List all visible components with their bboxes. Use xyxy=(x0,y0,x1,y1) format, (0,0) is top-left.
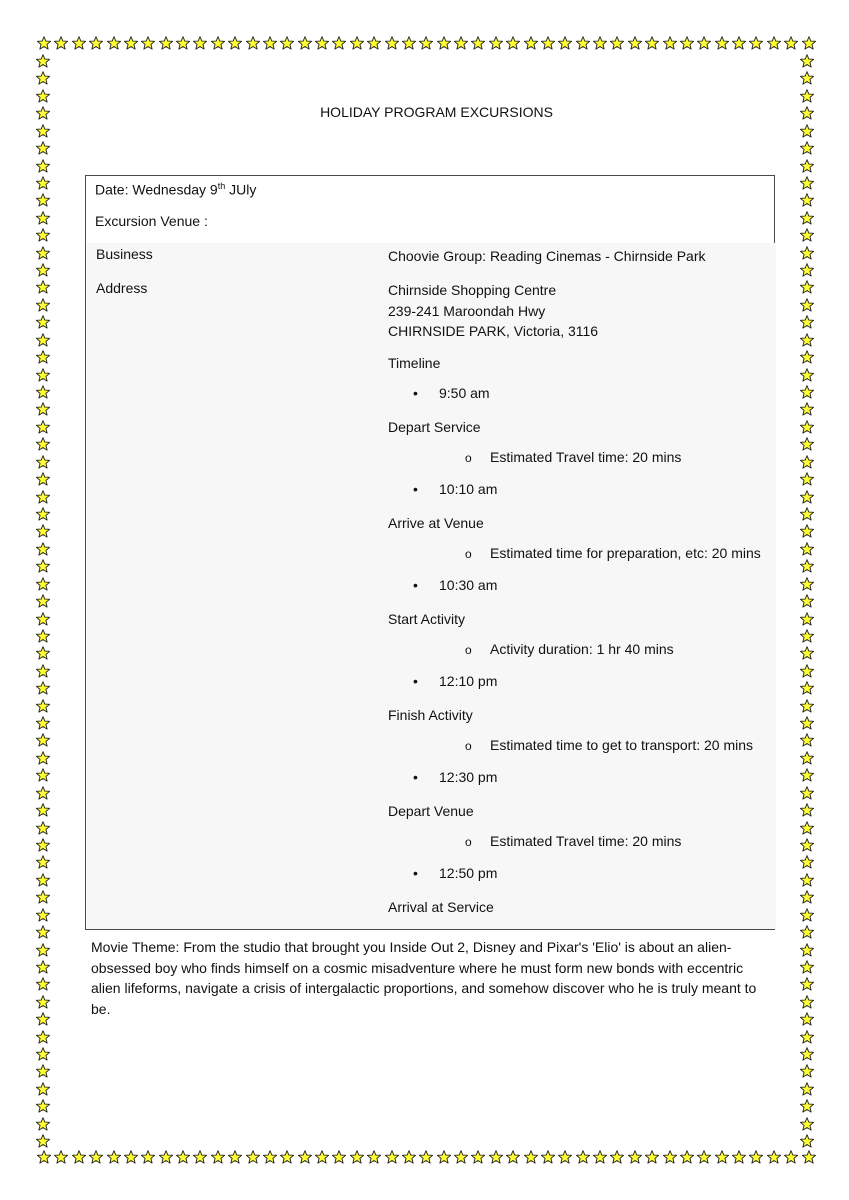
star-icon xyxy=(36,925,50,939)
star-icon xyxy=(246,1150,260,1164)
star-icon xyxy=(800,803,814,817)
star-icon xyxy=(800,71,814,85)
bullet-icon: • xyxy=(413,865,418,881)
star-icon xyxy=(800,472,814,486)
star-icon xyxy=(419,36,433,50)
star-icon xyxy=(36,559,50,573)
star-icon xyxy=(800,89,814,103)
star-icon xyxy=(800,228,814,242)
star-icon xyxy=(36,1012,50,1026)
timeline-note: Activity duration: 1 hr 40 mins xyxy=(490,641,674,657)
star-icon xyxy=(800,54,814,68)
star-icon xyxy=(350,36,364,50)
star-icon xyxy=(36,699,50,713)
star-icon xyxy=(800,664,814,678)
star-icon xyxy=(36,977,50,991)
star-icon xyxy=(800,629,814,643)
address-value xyxy=(388,280,598,342)
sub-bullet-icon: o xyxy=(465,643,472,657)
star-icon xyxy=(36,768,50,782)
star-icon xyxy=(541,1150,555,1164)
star-border-left xyxy=(36,54,50,1149)
star-icon xyxy=(800,1030,814,1044)
star-icon xyxy=(506,36,520,50)
timeline-event: Depart Venue xyxy=(388,803,474,819)
star-icon xyxy=(800,594,814,608)
star-icon xyxy=(800,681,814,695)
star-icon xyxy=(36,855,50,869)
star-icon xyxy=(800,368,814,382)
star-icon xyxy=(36,141,50,155)
star-icon xyxy=(784,1150,798,1164)
star-border-top xyxy=(37,36,816,50)
star-icon xyxy=(36,298,50,312)
star-icon xyxy=(298,36,312,50)
star-icon xyxy=(800,350,814,364)
star-icon xyxy=(402,36,416,50)
star-icon xyxy=(159,36,173,50)
star-icon xyxy=(680,36,694,50)
star-icon xyxy=(800,716,814,730)
star-icon xyxy=(471,36,485,50)
timeline-note: Estimated time for preparation, etc: 20 mins xyxy=(490,545,761,561)
star-icon xyxy=(385,36,399,50)
star-icon xyxy=(36,594,50,608)
star-icon xyxy=(54,36,68,50)
star-icon xyxy=(246,36,260,50)
star-icon xyxy=(280,36,294,50)
star-icon xyxy=(558,36,572,50)
star-icon xyxy=(36,838,50,852)
star-icon xyxy=(454,36,468,50)
star-icon xyxy=(36,733,50,747)
star-icon xyxy=(36,1117,50,1131)
bullet-icon: • xyxy=(413,385,418,401)
star-icon xyxy=(141,1150,155,1164)
star-icon xyxy=(36,803,50,817)
star-icon xyxy=(800,385,814,399)
star-icon xyxy=(36,1064,50,1078)
address-line: CHIRNSIDE PARK, Victoria, 3116 xyxy=(388,323,599,339)
star-icon xyxy=(263,1150,277,1164)
star-icon xyxy=(715,1150,729,1164)
star-icon xyxy=(36,1099,50,1113)
star-icon xyxy=(800,420,814,434)
star-icon xyxy=(697,36,711,50)
excursion-table xyxy=(87,243,776,929)
timeline-time: 12:50 pm xyxy=(439,865,498,881)
timeline-time: 10:30 am xyxy=(439,577,498,593)
star-icon xyxy=(800,751,814,765)
timeline-time: 9:50 am xyxy=(439,385,490,401)
star-icon xyxy=(36,350,50,364)
star-icon xyxy=(36,455,50,469)
star-icon xyxy=(800,768,814,782)
star-icon xyxy=(107,36,121,50)
star-icon xyxy=(800,873,814,887)
star-icon xyxy=(558,1150,572,1164)
star-icon xyxy=(800,211,814,225)
star-icon xyxy=(228,1150,242,1164)
star-icon xyxy=(36,716,50,730)
star-icon xyxy=(800,193,814,207)
timeline-event: Depart Service xyxy=(388,419,481,435)
star-icon xyxy=(802,1150,816,1164)
star-icon xyxy=(36,1030,50,1044)
star-icon xyxy=(367,36,381,50)
star-icon xyxy=(36,751,50,765)
star-icon xyxy=(628,36,642,50)
star-icon xyxy=(36,176,50,190)
star-icon xyxy=(36,577,50,591)
star-icon xyxy=(159,1150,173,1164)
star-icon xyxy=(800,490,814,504)
star-icon xyxy=(800,890,814,904)
star-icon xyxy=(437,1150,451,1164)
star-icon xyxy=(36,960,50,974)
star-icon xyxy=(36,420,50,434)
star-icon xyxy=(800,838,814,852)
star-icon xyxy=(749,1150,763,1164)
star-icon xyxy=(800,1117,814,1131)
star-icon xyxy=(800,559,814,573)
star-icon xyxy=(663,1150,677,1164)
star-icon xyxy=(72,1150,86,1164)
star-icon xyxy=(107,1150,121,1164)
star-icon xyxy=(36,524,50,538)
star-icon xyxy=(610,1150,624,1164)
star-icon xyxy=(124,36,138,50)
star-icon xyxy=(800,925,814,939)
star-icon xyxy=(36,681,50,695)
star-icon xyxy=(36,71,50,85)
star-icon xyxy=(36,437,50,451)
star-icon xyxy=(471,1150,485,1164)
timeline-event: Arrive at Venue xyxy=(388,515,484,531)
star-icon xyxy=(593,36,607,50)
star-icon xyxy=(89,1150,103,1164)
star-icon xyxy=(800,176,814,190)
sub-bullet-icon: o xyxy=(465,547,472,561)
star-icon xyxy=(36,542,50,556)
star-icon xyxy=(732,1150,746,1164)
star-icon xyxy=(663,36,677,50)
star-icon xyxy=(800,786,814,800)
star-icon xyxy=(800,1047,814,1061)
star-icon xyxy=(800,1064,814,1078)
star-icon xyxy=(402,1150,416,1164)
star-border-right xyxy=(800,54,814,1149)
star-icon xyxy=(454,1150,468,1164)
document-title: HOLIDAY PROGRAM EXCURSIONS xyxy=(320,104,553,120)
star-icon xyxy=(36,908,50,922)
star-icon xyxy=(628,1150,642,1164)
star-icon xyxy=(36,315,50,329)
star-icon xyxy=(800,821,814,835)
star-icon xyxy=(36,246,50,260)
star-icon xyxy=(37,1150,51,1164)
sub-bullet-icon: o xyxy=(465,739,472,753)
sub-bullet-icon: o xyxy=(465,451,472,465)
star-icon xyxy=(72,36,86,50)
star-icon xyxy=(800,1082,814,1096)
star-icon xyxy=(800,612,814,626)
star-icon xyxy=(36,333,50,347)
star-icon xyxy=(36,943,50,957)
star-icon xyxy=(800,542,814,556)
star-icon xyxy=(332,36,346,50)
business-value: Choovie Group: Reading Cinemas - Chirnside Park xyxy=(388,248,706,264)
star-icon xyxy=(802,36,816,50)
timeline-note: Estimated time to get to transport: 20 mins xyxy=(490,737,754,753)
star-icon xyxy=(749,36,763,50)
star-icon xyxy=(576,36,590,50)
star-border-bottom xyxy=(37,1150,816,1164)
star-icon xyxy=(800,124,814,138)
star-icon xyxy=(800,159,814,173)
star-icon xyxy=(800,455,814,469)
star-icon xyxy=(36,995,50,1009)
star-icon xyxy=(36,124,50,138)
star-icon xyxy=(315,36,329,50)
timeline-note: Estimated Travel time: 20 mins xyxy=(490,449,682,465)
star-icon xyxy=(800,246,814,260)
star-icon xyxy=(176,1150,190,1164)
star-icon xyxy=(36,54,50,68)
star-icon xyxy=(315,1150,329,1164)
star-icon xyxy=(36,507,50,521)
star-icon xyxy=(211,36,225,50)
star-icon xyxy=(767,1150,781,1164)
bullet-icon: • xyxy=(413,577,418,593)
star-icon xyxy=(193,1150,207,1164)
star-icon xyxy=(36,821,50,835)
star-icon xyxy=(263,36,277,50)
bullet-icon: • xyxy=(413,769,418,785)
star-icon xyxy=(645,36,659,50)
star-icon xyxy=(784,36,798,50)
star-icon xyxy=(385,1150,399,1164)
timeline-time: 12:10 pm xyxy=(439,673,498,689)
star-icon xyxy=(350,1150,364,1164)
star-icon xyxy=(36,646,50,660)
star-icon xyxy=(680,1150,694,1164)
star-icon xyxy=(800,577,814,591)
address-line: 239-241 Maroondah Hwy xyxy=(388,302,546,319)
star-icon xyxy=(800,646,814,660)
timeline-note: Estimated Travel time: 20 mins xyxy=(490,833,682,849)
star-icon xyxy=(280,1150,294,1164)
star-icon xyxy=(36,89,50,103)
star-icon xyxy=(524,36,538,50)
star-icon xyxy=(645,1150,659,1164)
star-icon xyxy=(36,1134,50,1148)
movie-theme-paragraph: Movie Theme: From the studio that brought you Inside Out 2, Disney and Pixar's 'Elio' is about an alien-obsessed boy who finds himself on a cosmic misadventure where he must form new bonds with eccentric alien lifeforms, navigate a crisis of intergalactic proportions, and somehow discover who he is truly meant to be. xyxy=(91,939,757,1017)
star-icon xyxy=(800,507,814,521)
star-icon xyxy=(36,873,50,887)
star-icon xyxy=(593,1150,607,1164)
star-icon xyxy=(576,1150,590,1164)
bullet-icon: • xyxy=(413,481,418,497)
star-icon xyxy=(800,733,814,747)
star-icon xyxy=(89,36,103,50)
star-icon xyxy=(800,1012,814,1026)
star-icon xyxy=(767,36,781,50)
star-icon xyxy=(36,629,50,643)
star-icon xyxy=(36,228,50,242)
star-icon xyxy=(437,36,451,50)
star-icon xyxy=(800,298,814,312)
star-icon xyxy=(36,280,50,294)
timeline-event: Finish Activity xyxy=(388,707,473,723)
star-icon xyxy=(54,1150,68,1164)
star-icon xyxy=(124,1150,138,1164)
star-icon xyxy=(36,211,50,225)
star-icon xyxy=(800,699,814,713)
star-icon xyxy=(800,960,814,974)
star-icon xyxy=(800,908,814,922)
star-icon xyxy=(36,664,50,678)
star-icon xyxy=(36,890,50,904)
star-icon xyxy=(800,315,814,329)
star-icon xyxy=(36,1082,50,1096)
timeline-event: Start Activity xyxy=(388,611,466,627)
star-icon xyxy=(36,490,50,504)
sub-bullet-icon: o xyxy=(465,835,472,849)
star-icon xyxy=(800,1134,814,1148)
star-icon xyxy=(800,977,814,991)
star-icon xyxy=(419,1150,433,1164)
star-icon xyxy=(36,385,50,399)
star-icon xyxy=(506,1150,520,1164)
star-icon xyxy=(800,437,814,451)
star-icon xyxy=(141,36,155,50)
star-icon xyxy=(800,995,814,1009)
address-line: Chirnside Shopping Centre xyxy=(388,282,557,298)
star-icon xyxy=(732,36,746,50)
date-line: Date: Wednesday 9th JUly xyxy=(95,181,257,198)
star-icon xyxy=(715,36,729,50)
star-icon xyxy=(332,1150,346,1164)
star-icon xyxy=(367,1150,381,1164)
star-icon xyxy=(211,1150,225,1164)
star-icon xyxy=(800,524,814,538)
star-icon xyxy=(800,141,814,155)
star-icon xyxy=(176,36,190,50)
star-icon xyxy=(800,263,814,277)
business-label: Business xyxy=(96,246,153,262)
star-icon xyxy=(800,280,814,294)
timeline-time: 12:30 pm xyxy=(439,769,498,785)
address-label: Address xyxy=(96,280,148,296)
bullet-icon: • xyxy=(413,673,418,689)
star-icon xyxy=(36,263,50,277)
star-icon xyxy=(193,36,207,50)
star-icon xyxy=(697,1150,711,1164)
star-icon xyxy=(489,36,503,50)
star-icon xyxy=(800,333,814,347)
star-icon xyxy=(36,368,50,382)
star-icon xyxy=(36,402,50,416)
star-icon xyxy=(610,36,624,50)
star-icon xyxy=(36,472,50,486)
timeline-time: 10:10 am xyxy=(439,481,498,497)
star-icon xyxy=(37,36,51,50)
timeline-event: Arrival at Service xyxy=(388,899,494,915)
star-icon xyxy=(800,1099,814,1113)
star-icon xyxy=(36,193,50,207)
star-icon xyxy=(541,36,555,50)
star-icon xyxy=(800,402,814,416)
star-icon xyxy=(36,786,50,800)
venue-label: Excursion Venue : xyxy=(95,213,208,229)
star-icon xyxy=(228,36,242,50)
star-icon xyxy=(36,612,50,626)
star-icon xyxy=(298,1150,312,1164)
star-icon xyxy=(800,855,814,869)
star-icon xyxy=(489,1150,503,1164)
star-icon xyxy=(524,1150,538,1164)
star-icon xyxy=(36,159,50,173)
star-icon xyxy=(36,1047,50,1061)
star-icon xyxy=(800,943,814,957)
timeline-label: Timeline xyxy=(388,355,441,371)
